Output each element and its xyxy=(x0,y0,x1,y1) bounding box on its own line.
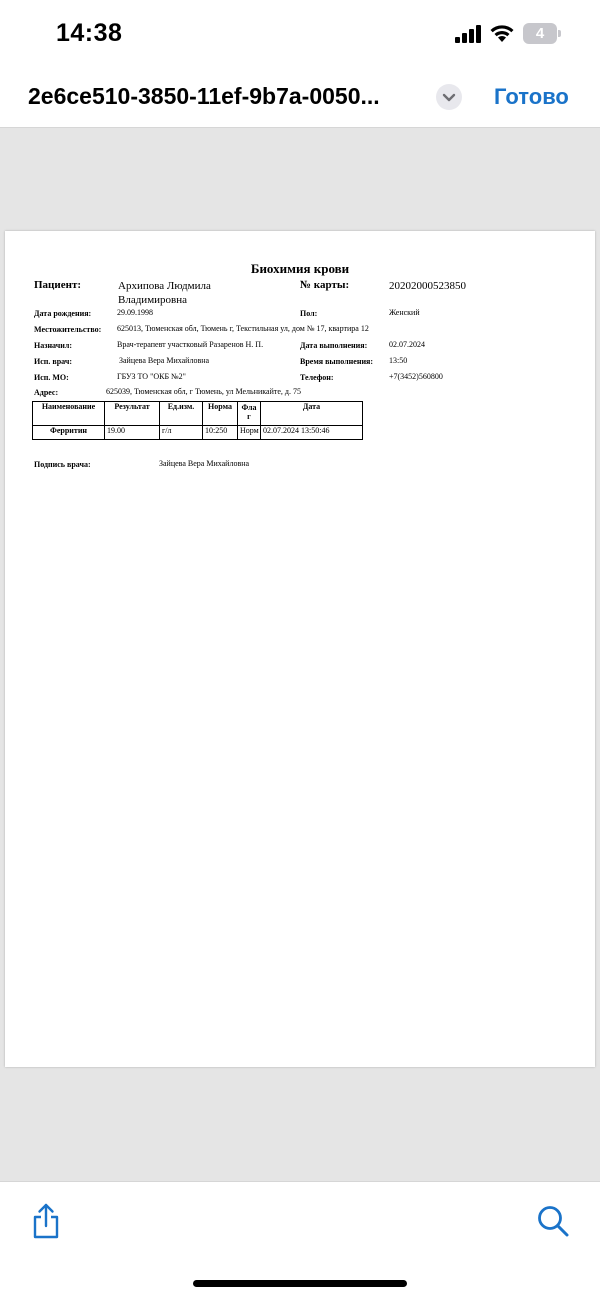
birth-value: 29.09.1998 xyxy=(117,308,153,317)
home-indicator[interactable] xyxy=(193,1280,407,1287)
cell-date: 02.07.2024 13:50:46 xyxy=(261,426,363,440)
cellular-signal-icon xyxy=(455,25,483,43)
birth-label: Дата рождения: xyxy=(34,309,92,318)
card-label: № карты: xyxy=(300,279,350,291)
report-title: Биохимия крови xyxy=(250,261,350,276)
document-title: 2e6ce510-3850-11ef-9b7a-0050... xyxy=(28,83,380,109)
assigned-label: Назначил: xyxy=(34,341,72,350)
exec-time-value: 13:50 xyxy=(389,356,408,365)
cell-name: Ферритин xyxy=(33,426,105,440)
header-result: Результат xyxy=(105,402,160,426)
card-number: 20202000523850 xyxy=(389,280,466,292)
sex-value: Женский xyxy=(389,308,420,317)
residence-label: Местожительство: xyxy=(34,325,102,334)
status-time: 14:38 xyxy=(56,19,123,47)
header-date: Дата xyxy=(261,402,363,426)
bottom-toolbar xyxy=(0,1181,600,1297)
chevron-down-icon xyxy=(436,84,462,110)
address-value: 625039, Тюменская обл, г Тюмень, ул Мельникайте, д. 75 xyxy=(106,387,301,396)
header-name: Наименование xyxy=(33,402,105,426)
share-icon[interactable] xyxy=(30,1202,62,1240)
table-row xyxy=(33,426,363,440)
exec-time-label: Время выполнения: xyxy=(300,357,374,366)
title-menu-button[interactable] xyxy=(436,84,462,110)
wifi-icon xyxy=(489,23,515,43)
cell-flag: Норм xyxy=(238,426,261,440)
nav-bar xyxy=(0,68,600,128)
phone-label: Телефон: xyxy=(300,373,334,382)
table-header-row xyxy=(33,402,363,426)
address-label: Адрес: xyxy=(34,388,59,397)
patient-name: Архипова Людмила Владимировна xyxy=(118,280,211,306)
cell-unit: г/л xyxy=(160,426,203,440)
assigned-value: Врач-терапевт участковый Разаренов Н. П. xyxy=(117,340,264,349)
battery-level: 4 xyxy=(535,25,545,42)
patient-label: Пациент: xyxy=(34,279,82,291)
header-norm: Норма xyxy=(203,402,238,426)
cell-result: 19.00 xyxy=(105,426,160,440)
doctor-label: Исп. врач: xyxy=(34,357,73,366)
document-page xyxy=(5,231,595,1067)
residence-value: 625013, Тюменская обл, Тюмень г, Текстильная ул, дом № 17, квартира 12 xyxy=(117,324,369,333)
signature-label: Подпись врача: xyxy=(34,460,91,469)
status-bar xyxy=(0,0,600,68)
mo-label: Исп. МО: xyxy=(34,373,69,382)
document-viewer[interactable] xyxy=(0,128,600,1181)
exec-date-label: Дата выполнения: xyxy=(300,341,368,350)
search-icon[interactable] xyxy=(536,1204,570,1238)
doctor-value: Зайцева Вера Михайловна xyxy=(119,356,210,365)
results-table xyxy=(32,401,363,440)
done-button[interactable]: Готово xyxy=(494,84,569,109)
exec-date-value: 02.07.2024 xyxy=(389,340,425,349)
sex-label: Пол: xyxy=(300,309,318,318)
header-unit: Ед.изм. xyxy=(160,402,203,426)
battery-icon xyxy=(523,23,561,44)
phone-value: +7(3452)560800 xyxy=(389,372,443,381)
signature-value: Зайцева Вера Михайловна xyxy=(159,459,250,468)
header-flag: Фла г xyxy=(238,402,261,426)
mo-value: ГБУЗ ТО "ОКБ №2" xyxy=(117,372,186,381)
cell-norm: 10:250 xyxy=(203,426,238,440)
